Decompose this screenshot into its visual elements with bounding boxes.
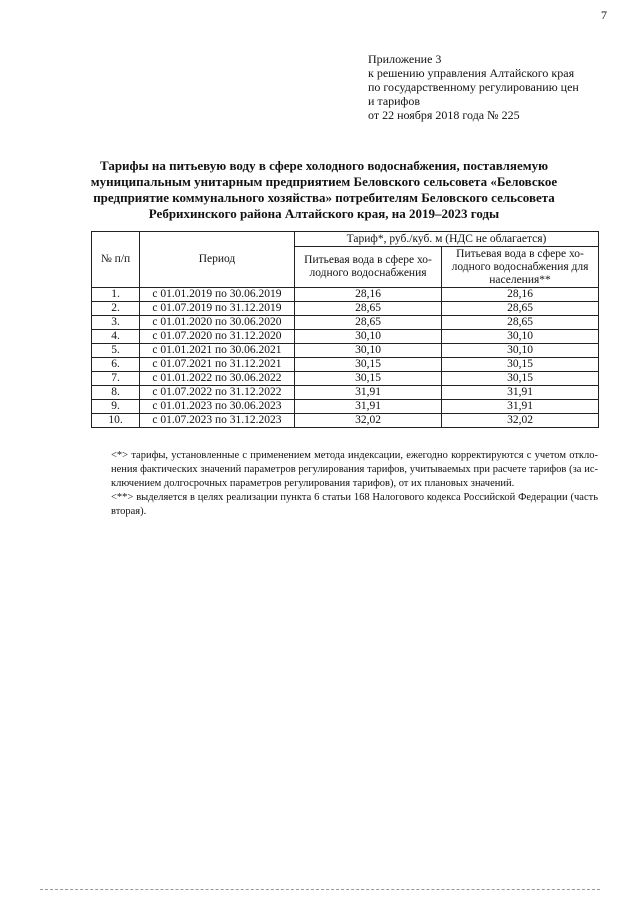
- row-period: с 01.01.2019 по 30.06.2019: [140, 288, 295, 302]
- row-value-population: 28,65: [442, 316, 599, 330]
- table-row: [92, 372, 599, 386]
- row-value-population: 32,02: [442, 414, 599, 428]
- row-number: 4.: [92, 330, 140, 344]
- table-row: [92, 400, 599, 414]
- table-row: [92, 330, 599, 344]
- row-number: 3.: [92, 316, 140, 330]
- appendix-line: по государственному регулированию цен: [368, 80, 579, 94]
- appendix-block: [368, 52, 608, 122]
- document-title: [80, 158, 568, 222]
- table-row: [92, 358, 599, 372]
- row-value-population: 30,15: [442, 358, 599, 372]
- row-value-drinking-water: 30,10: [295, 344, 442, 358]
- row-number: 1.: [92, 288, 140, 302]
- tariff-table: [91, 231, 599, 428]
- row-number: 10.: [92, 414, 140, 428]
- title-line: Ребрихинского района Алтайского края, на 2019–2023 годы: [148, 206, 500, 221]
- title-line: предприятие коммунального хозяйства» потребителям Беловского сельсовета: [93, 190, 555, 205]
- row-value-drinking-water: 31,91: [295, 400, 442, 414]
- row-period: с 01.07.2021 по 31.12.2021: [140, 358, 295, 372]
- row-value-population: 30,15: [442, 372, 599, 386]
- row-period: с 01.01.2022 по 30.06.2022: [140, 372, 295, 386]
- table-row: [92, 302, 599, 316]
- row-value-drinking-water: 28,65: [295, 316, 442, 330]
- row-value-population: 28,65: [442, 302, 599, 316]
- footnote-1: <*> тарифы, установленные с применением метода индексации, ежегодно корректируются с учетом откло-нения фактических значений параметров регулирования тарифов, учитываемых при расчете тарифов (за ис-ключением долгосрочных параметров регулирования тарифов), от их плановых значений.: [111, 450, 598, 489]
- title-line: муниципальным унитарным предприятием Беловского сельсовета «Беловское: [90, 174, 558, 189]
- header-tariff-group: Тариф*, руб./куб. м (НДС не облагается): [295, 232, 599, 247]
- footnotes: [111, 449, 598, 519]
- row-number: 6.: [92, 358, 140, 372]
- appendix-line: от 22 ноября 2018 года № 225: [368, 108, 520, 122]
- row-value-drinking-water: 30,10: [295, 330, 442, 344]
- table-row: [92, 414, 599, 428]
- row-value-drinking-water: 28,65: [295, 302, 442, 316]
- row-value-population: 30,10: [442, 344, 599, 358]
- title-line: Тарифы на питьевую воду в сфере холодного водоснабжения, поставляемую: [99, 158, 549, 173]
- row-period: с 01.07.2019 по 31.12.2019: [140, 302, 295, 316]
- row-value-population: 31,91: [442, 386, 599, 400]
- row-value-drinking-water: 32,02: [295, 414, 442, 428]
- row-value-population: 28,16: [442, 288, 599, 302]
- table-row: [92, 386, 599, 400]
- appendix-line: к решению управления Алтайского края: [368, 66, 575, 80]
- row-number: 8.: [92, 386, 140, 400]
- page-number: 7: [601, 8, 607, 22]
- row-period: с 01.01.2021 по 30.06.2021: [140, 344, 295, 358]
- table-row: [92, 288, 599, 302]
- row-number: 5.: [92, 344, 140, 358]
- row-number: 7.: [92, 372, 140, 386]
- page-bottom-rule: [40, 889, 600, 890]
- row-value-drinking-water: 30,15: [295, 358, 442, 372]
- row-value-population: 31,91: [442, 400, 599, 414]
- row-value-population: 30,10: [442, 330, 599, 344]
- appendix-line: Приложение 3: [368, 52, 442, 66]
- row-number: 2.: [92, 302, 140, 316]
- table-row: [92, 344, 599, 358]
- row-period: с 01.07.2020 по 31.12.2020: [140, 330, 295, 344]
- header-num: № п/п: [92, 232, 140, 288]
- row-period: с 01.07.2022 по 31.12.2022: [140, 386, 295, 400]
- appendix-line: и тарифов: [368, 94, 421, 108]
- row-period: с 01.07.2023 по 31.12.2023: [140, 414, 295, 428]
- row-value-drinking-water: 30,15: [295, 372, 442, 386]
- header-period: Период: [140, 232, 295, 288]
- row-value-drinking-water: 28,16: [295, 288, 442, 302]
- table-row: [92, 316, 599, 330]
- header-drinking-water-population: Питьевая вода в сфере хо-лодного водоснабжения для населения**: [442, 247, 599, 288]
- row-period: с 01.01.2023 по 30.06.2023: [140, 400, 295, 414]
- header-drinking-water: Питьевая вода в сфере хо-лодного водоснабжения: [295, 247, 442, 288]
- table-body: [92, 288, 599, 428]
- row-value-drinking-water: 31,91: [295, 386, 442, 400]
- footnote-2: <**> выделяется в целях реализации пункта 6 статьи 168 Налогового кодекса Российской Федерации (часть вторая).: [111, 492, 598, 517]
- row-number: 9.: [92, 400, 140, 414]
- row-period: с 01.01.2020 по 30.06.2020: [140, 316, 295, 330]
